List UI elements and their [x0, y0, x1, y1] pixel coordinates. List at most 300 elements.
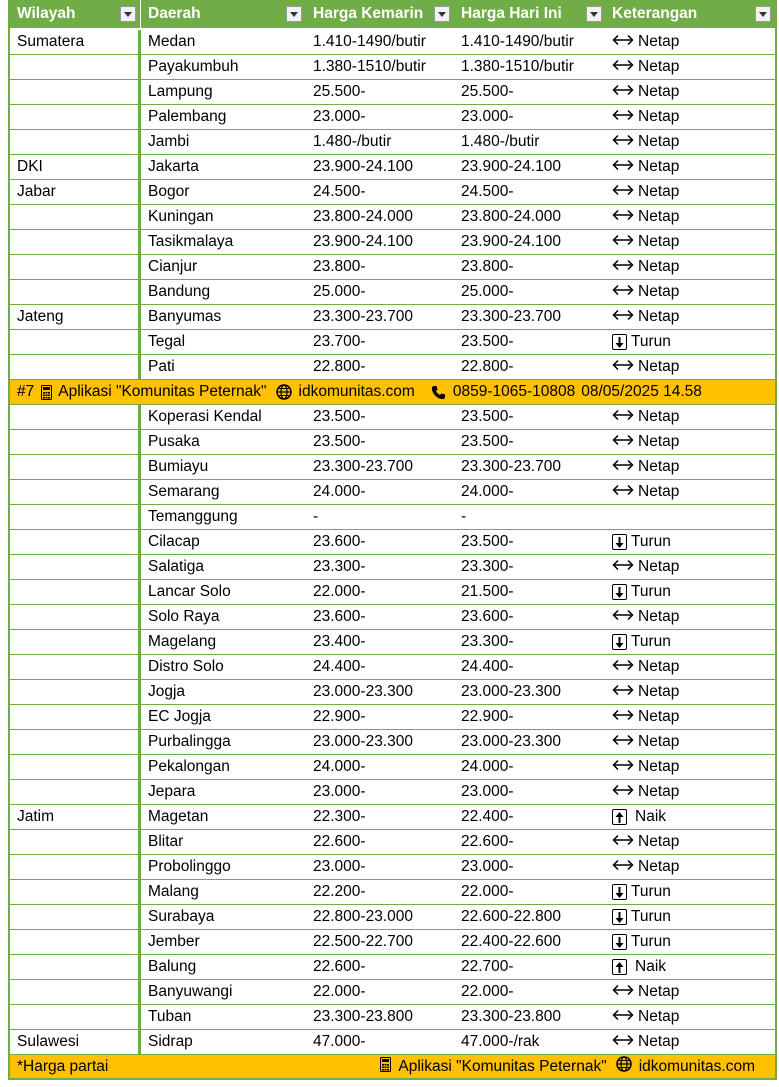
- cell-daerah[interactable]: Jakarta: [148, 158, 199, 175]
- left-right-arrow-icon: [612, 158, 634, 176]
- cell-harga-hari-ini[interactable]: 23.800-24.000: [461, 208, 561, 225]
- cell-harga-hari-ini[interactable]: 23.300-23.700: [461, 308, 561, 325]
- cell-daerah[interactable]: Salatiga: [148, 558, 205, 575]
- cell-wilayah[interactable]: [10, 580, 141, 604]
- table-row: [10, 705, 775, 730]
- left-right-arrow-icon: [612, 1008, 634, 1026]
- left-right-arrow-icon: [612, 733, 634, 751]
- down-arrow-icon: [612, 634, 627, 650]
- cell-wilayah[interactable]: [10, 955, 141, 979]
- status-indicator: [612, 183, 679, 201]
- status-indicator: [612, 833, 679, 851]
- cell-keterangan[interactable]: [606, 205, 775, 229]
- cell-daerah[interactable]: Bumiayu: [148, 458, 209, 475]
- cell-harga-hari-ini[interactable]: 22.000-: [461, 983, 514, 1000]
- cell-daerah[interactable]: Pekalongan: [148, 758, 230, 775]
- cell-harga-hari-ini[interactable]: 23.300-23.800: [461, 1008, 561, 1025]
- table-row: [10, 830, 775, 855]
- cell-wilayah[interactable]: [10, 530, 141, 554]
- cell-harga-kemarin[interactable]: 25.000-: [313, 283, 366, 300]
- cell-keterangan[interactable]: [606, 605, 775, 629]
- status-label: Netap: [638, 733, 680, 750]
- cell-harga-hari-ini[interactable]: 23.000-: [461, 783, 514, 800]
- cell-wilayah[interactable]: [10, 630, 141, 654]
- status-indicator: [612, 733, 679, 751]
- cell-harga-hari-ini[interactable]: 22.700-: [461, 958, 514, 975]
- cell-harga-hari-ini[interactable]: 47.000-/rak: [461, 1033, 540, 1050]
- status-indicator: [612, 783, 679, 801]
- table-row: [10, 80, 775, 105]
- table-row: [10, 405, 775, 430]
- table-row: [10, 530, 775, 555]
- cell-keterangan[interactable]: [606, 355, 775, 379]
- cell-harga-hari-ini[interactable]: 22.400-22.600: [461, 933, 561, 950]
- cell-harga-kemarin[interactable]: 22.300-: [313, 808, 366, 825]
- cell-keterangan[interactable]: [606, 630, 775, 654]
- left-right-arrow-icon: [612, 33, 634, 51]
- cell-harga-hari-ini[interactable]: 23.500-: [461, 408, 514, 425]
- table-row: [10, 1005, 775, 1030]
- cell-harga-kemarin[interactable]: 24.000-: [313, 483, 366, 500]
- cell-harga-hari-ini[interactable]: -: [461, 508, 467, 525]
- cell-harga-hari-ini[interactable]: 24.000-: [461, 758, 514, 775]
- cell-daerah[interactable]: Jambi: [148, 133, 190, 150]
- cell-harga-kemarin[interactable]: 23.500-: [313, 433, 366, 450]
- cell-harga-hari-ini[interactable]: 25.000-: [461, 283, 514, 300]
- table-row: [10, 180, 775, 205]
- table-row: [10, 580, 775, 605]
- cell-daerah[interactable]: Blitar: [148, 833, 184, 850]
- banner-app-name: Aplikasi "Komunitas Peternak": [58, 383, 267, 400]
- cell-wilayah[interactable]: [10, 605, 141, 629]
- filter-dropdown-icon[interactable]: [286, 6, 302, 22]
- status-label: Netap: [638, 833, 680, 850]
- left-right-arrow-icon: [612, 233, 634, 251]
- cell-daerah[interactable]: Solo Raya: [148, 608, 220, 625]
- down-arrow-icon: [612, 884, 627, 900]
- left-right-arrow-icon: [612, 708, 634, 726]
- cell-harga-hari-ini[interactable]: 23.300-: [461, 558, 514, 575]
- cell-harga-kemarin[interactable]: 1.480-/butir: [313, 133, 392, 150]
- cell-keterangan[interactable]: [606, 680, 775, 704]
- status-label: Turun: [631, 333, 671, 350]
- cell-wilayah[interactable]: [10, 680, 141, 704]
- cell-daerah[interactable]: Palembang: [148, 108, 227, 125]
- cell-harga-hari-ini[interactable]: 22.000-: [461, 883, 514, 900]
- cell-harga-kemarin[interactable]: -: [313, 508, 319, 525]
- cell-keterangan[interactable]: [606, 480, 775, 504]
- cell-keterangan[interactable]: [606, 180, 775, 204]
- cell-keterangan[interactable]: [606, 30, 775, 54]
- cell-harga-hari-ini[interactable]: 1.410-1490/butir: [461, 33, 574, 50]
- status-label: Netap: [638, 708, 680, 725]
- cell-keterangan[interactable]: [606, 455, 775, 479]
- cell-harga-kemarin[interactable]: 22.600-: [313, 958, 366, 975]
- cell-harga-kemarin[interactable]: 23.300-: [313, 558, 366, 575]
- status-label: Netap: [638, 33, 680, 50]
- cell-harga-kemarin[interactable]: 23.400-: [313, 633, 366, 650]
- cell-daerah[interactable]: Tuban: [148, 1008, 192, 1025]
- cell-wilayah[interactable]: Sulawesi: [10, 1030, 141, 1054]
- cell-keterangan[interactable]: [606, 880, 775, 904]
- status-label: Turun: [631, 633, 671, 650]
- table-header: [10, 0, 775, 30]
- cell-harga-hari-ini[interactable]: 23.000-23.300: [461, 733, 561, 750]
- cell-harga-kemarin[interactable]: 23.600-: [313, 533, 366, 550]
- cell-keterangan[interactable]: [606, 305, 775, 329]
- cell-wilayah[interactable]: [10, 555, 141, 579]
- left-right-arrow-icon: [612, 433, 634, 451]
- status-indicator: [612, 1008, 679, 1026]
- cell-daerah[interactable]: Medan: [148, 33, 196, 50]
- header-wilayah[interactable]: Wilayah: [10, 0, 141, 28]
- left-right-arrow-icon: [612, 608, 634, 626]
- cell-harga-kemarin[interactable]: 22.600-: [313, 833, 366, 850]
- cell-harga-kemarin[interactable]: 23.000-: [313, 783, 366, 800]
- table-row: [10, 230, 775, 255]
- cell-harga-kemarin[interactable]: 23.000-: [313, 108, 366, 125]
- cell-wilayah[interactable]: [10, 980, 141, 1004]
- cell-harga-hari-ini[interactable]: 22.800-: [461, 358, 514, 375]
- cell-harga-kemarin[interactable]: 22.200-: [313, 883, 366, 900]
- cell-harga-kemarin[interactable]: 1.380-1510/butir: [313, 58, 426, 75]
- cell-daerah[interactable]: Pusaka: [148, 433, 200, 450]
- cell-wilayah[interactable]: [10, 80, 141, 104]
- cell-keterangan[interactable]: [606, 280, 775, 304]
- cell-keterangan[interactable]: [606, 705, 775, 729]
- cell-keterangan[interactable]: [606, 730, 775, 754]
- cell-keterangan[interactable]: [606, 55, 775, 79]
- cell-wilayah[interactable]: Jateng: [10, 305, 141, 329]
- status-label: Naik: [635, 958, 667, 975]
- cell-harga-hari-ini[interactable]: 23.000-: [461, 108, 514, 125]
- cell-daerah[interactable]: Tasikmalaya: [148, 233, 234, 250]
- cell-harga-kemarin[interactable]: 23.800-: [313, 258, 366, 275]
- down-arrow-icon: [612, 909, 627, 925]
- status-indicator: [612, 608, 679, 626]
- cell-wilayah[interactable]: [10, 105, 141, 129]
- cell-harga-kemarin[interactable]: 22.000-: [313, 583, 366, 600]
- cell-wilayah[interactable]: [10, 755, 141, 779]
- cell-harga-hari-ini[interactable]: 23.500-: [461, 533, 514, 550]
- cell-harga-kemarin[interactable]: 23.000-23.300: [313, 683, 413, 700]
- cell-keterangan[interactable]: [606, 555, 775, 579]
- cell-daerah[interactable]: Tegal: [148, 333, 186, 350]
- down-arrow-icon: [612, 534, 627, 550]
- cell-keterangan[interactable]: [606, 805, 775, 829]
- cell-daerah[interactable]: Lampung: [148, 83, 213, 100]
- cell-wilayah[interactable]: [10, 880, 141, 904]
- table-row: [10, 355, 775, 380]
- header-harga-hari-ini[interactable]: Harga Hari Ini: [454, 0, 606, 28]
- cell-wilayah[interactable]: [10, 855, 141, 879]
- status-label: Netap: [638, 1033, 680, 1050]
- status-label: Netap: [638, 558, 680, 575]
- cell-harga-hari-ini[interactable]: 23.500-: [461, 433, 514, 450]
- cell-harga-kemarin[interactable]: 23.800-24.000: [313, 208, 413, 225]
- cell-keterangan[interactable]: [606, 830, 775, 854]
- header-daerah[interactable]: Daerah: [141, 0, 306, 28]
- filter-dropdown-icon[interactable]: [120, 6, 136, 22]
- status-indicator: [612, 83, 679, 101]
- cell-harga-kemarin[interactable]: 47.000-: [313, 1033, 366, 1050]
- cell-keterangan[interactable]: [606, 505, 775, 529]
- cell-daerah[interactable]: Lancar Solo: [148, 583, 231, 600]
- status-indicator: [612, 133, 679, 151]
- cell-daerah[interactable]: Sidrap: [148, 1033, 193, 1050]
- cell-keterangan[interactable]: [606, 255, 775, 279]
- cell-harga-hari-ini[interactable]: 22.600-22.800: [461, 908, 561, 925]
- cell-harga-kemarin[interactable]: 23.900-24.100: [313, 158, 413, 175]
- cell-daerah[interactable]: Purbalingga: [148, 733, 231, 750]
- table-row: [10, 755, 775, 780]
- status-indicator: [612, 958, 666, 976]
- cell-harga-kemarin[interactable]: 23.000-23.300: [313, 733, 413, 750]
- cell-harga-kemarin[interactable]: 23.000-: [313, 858, 366, 875]
- cell-daerah[interactable]: Temanggung: [148, 508, 238, 525]
- cell-keterangan[interactable]: [606, 405, 775, 429]
- cell-harga-kemarin[interactable]: 24.400-: [313, 658, 366, 675]
- filter-dropdown-icon[interactable]: [755, 6, 771, 22]
- cell-harga-kemarin[interactable]: 22.900-: [313, 708, 366, 725]
- cell-harga-hari-ini[interactable]: 23.000-23.300: [461, 683, 561, 700]
- status-label: Netap: [638, 58, 680, 75]
- banner-site: idkomunitas.com: [298, 383, 415, 400]
- cell-daerah[interactable]: Jepara: [148, 783, 196, 800]
- status-label: Netap: [638, 283, 680, 300]
- cell-wilayah[interactable]: [10, 355, 141, 379]
- cell-daerah[interactable]: Cianjur: [148, 258, 198, 275]
- left-right-arrow-icon: [612, 133, 634, 151]
- status-label: Netap: [638, 408, 680, 425]
- cell-keterangan[interactable]: [606, 1030, 775, 1054]
- globe-icon: [276, 384, 292, 400]
- table-row: [10, 880, 775, 905]
- cell-harga-kemarin[interactable]: 23.300-23.800: [313, 1008, 413, 1025]
- cell-keterangan[interactable]: [606, 130, 775, 154]
- cell-wilayah[interactable]: [10, 230, 141, 254]
- status-indicator: [612, 283, 679, 301]
- left-right-arrow-icon: [612, 58, 634, 76]
- cell-wilayah[interactable]: [10, 330, 141, 354]
- cell-keterangan[interactable]: [606, 955, 775, 979]
- status-label: Turun: [631, 883, 671, 900]
- status-label: Netap: [638, 783, 680, 800]
- cell-daerah[interactable]: Banyuwangi: [148, 983, 233, 1000]
- left-right-arrow-icon: [612, 683, 634, 701]
- cell-harga-kemarin[interactable]: 22.000-: [313, 983, 366, 1000]
- cell-keterangan[interactable]: [606, 1005, 775, 1029]
- left-right-arrow-icon: [612, 208, 634, 226]
- cell-wilayah[interactable]: [10, 205, 141, 229]
- cell-harga-kemarin[interactable]: 23.300-23.700: [313, 308, 413, 325]
- cell-keterangan[interactable]: [606, 530, 775, 554]
- cell-harga-kemarin[interactable]: 22.500-22.700: [313, 933, 413, 950]
- status-label: Naik: [635, 808, 667, 825]
- table-row: [10, 980, 775, 1005]
- cell-keterangan[interactable]: [606, 905, 775, 929]
- cell-keterangan[interactable]: [606, 105, 775, 129]
- cell-harga-hari-ini[interactable]: 22.400-: [461, 808, 514, 825]
- left-right-arrow-icon: [612, 458, 634, 476]
- cell-harga-kemarin[interactable]: 24.500-: [313, 183, 366, 200]
- phone-icon: [431, 385, 446, 400]
- cell-wilayah[interactable]: [10, 705, 141, 729]
- cell-keterangan[interactable]: [606, 855, 775, 879]
- cell-harga-hari-ini[interactable]: 23.500-: [461, 333, 514, 350]
- cell-daerah[interactable]: Banyumas: [148, 308, 222, 325]
- cell-harga-hari-ini[interactable]: 23.900-24.100: [461, 233, 561, 250]
- cell-harga-hari-ini[interactable]: 24.500-: [461, 183, 514, 200]
- cell-keterangan[interactable]: [606, 330, 775, 354]
- cell-wilayah[interactable]: [10, 730, 141, 754]
- cell-daerah[interactable]: EC Jogja: [148, 708, 211, 725]
- status-indicator: [612, 933, 671, 951]
- cell-harga-kemarin[interactable]: 23.600-: [313, 608, 366, 625]
- cell-wilayah[interactable]: Jatim: [10, 805, 141, 829]
- cell-harga-hari-ini[interactable]: 23.300-23.700: [461, 458, 561, 475]
- status-indicator: [612, 633, 671, 651]
- left-right-arrow-icon: [612, 83, 634, 101]
- cell-wilayah[interactable]: [10, 430, 141, 454]
- cell-keterangan[interactable]: [606, 430, 775, 454]
- cell-wilayah[interactable]: [10, 255, 141, 279]
- cell-wilayah[interactable]: [10, 405, 141, 429]
- table-row: [10, 55, 775, 80]
- cell-daerah[interactable]: Cilacap: [148, 533, 200, 550]
- cell-wilayah[interactable]: [10, 480, 141, 504]
- cell-harga-kemarin[interactable]: 23.500-: [313, 408, 366, 425]
- cell-daerah[interactable]: Malang: [148, 883, 199, 900]
- cell-harga-hari-ini[interactable]: 23.300-: [461, 633, 514, 650]
- cell-wilayah[interactable]: Sumatera: [10, 30, 141, 54]
- cell-daerah[interactable]: Magelang: [148, 633, 217, 650]
- cell-wilayah[interactable]: [10, 780, 141, 804]
- cell-harga-hari-ini[interactable]: 24.000-: [461, 483, 514, 500]
- cell-daerah[interactable]: Jogja: [148, 683, 186, 700]
- cell-harga-hari-ini[interactable]: 23.600-: [461, 608, 514, 625]
- status-indicator: [612, 658, 679, 676]
- cell-keterangan[interactable]: [606, 230, 775, 254]
- cell-harga-hari-ini[interactable]: 1.380-1510/butir: [461, 58, 574, 75]
- cell-wilayah[interactable]: DKI: [10, 155, 141, 179]
- cell-daerah[interactable]: Kuningan: [148, 208, 214, 225]
- filter-dropdown-icon[interactable]: [586, 6, 602, 22]
- cell-keterangan[interactable]: [606, 580, 775, 604]
- status-label: Netap: [638, 133, 680, 150]
- cell-daerah[interactable]: Bogor: [148, 183, 190, 200]
- cell-harga-kemarin[interactable]: 25.500-: [313, 83, 366, 100]
- status-indicator: [612, 433, 679, 451]
- cell-daerah[interactable]: Payakumbuh: [148, 58, 239, 75]
- cell-harga-hari-ini[interactable]: 22.600-: [461, 833, 514, 850]
- cell-harga-kemarin[interactable]: 22.800-23.000: [313, 908, 413, 925]
- banner-phone: 0859-1065-10808: [452, 383, 576, 400]
- cell-daerah[interactable]: Balung: [148, 958, 197, 975]
- banner-datetime: 08/05/2025 14.58: [581, 383, 702, 400]
- cell-daerah[interactable]: Semarang: [148, 483, 220, 500]
- cell-harga-hari-ini[interactable]: 1.480-/butir: [461, 133, 540, 150]
- table-row: [10, 655, 775, 680]
- cell-wilayah[interactable]: [10, 655, 141, 679]
- left-right-arrow-icon: [612, 983, 634, 1001]
- cell-keterangan[interactable]: [606, 980, 775, 1004]
- cell-wilayah[interactable]: [10, 830, 141, 854]
- cell-wilayah[interactable]: [10, 1005, 141, 1029]
- cell-keterangan[interactable]: [606, 755, 775, 779]
- status-label: Netap: [638, 208, 680, 225]
- cell-wilayah[interactable]: [10, 930, 141, 954]
- footer-app-name: Aplikasi "Komunitas Peternak": [398, 1057, 607, 1075]
- cell-keterangan[interactable]: [606, 780, 775, 804]
- status-label: Netap: [638, 458, 680, 475]
- cell-keterangan[interactable]: [606, 930, 775, 954]
- status-label: Turun: [631, 533, 671, 550]
- table-row: [10, 430, 775, 455]
- header-harga-kemarin[interactable]: Harga Kemarin: [306, 0, 454, 28]
- left-right-arrow-icon: [612, 283, 634, 301]
- cell-harga-kemarin[interactable]: 23.300-23.700: [313, 458, 413, 475]
- footer-site: idkomunitas.com: [638, 1057, 755, 1075]
- cell-wilayah[interactable]: [10, 280, 141, 304]
- status-indicator: [612, 808, 666, 826]
- cell-keterangan[interactable]: [606, 155, 775, 179]
- cell-daerah[interactable]: Surabaya: [148, 908, 215, 925]
- cell-daerah[interactable]: Pati: [148, 358, 175, 375]
- cell-harga-hari-ini[interactable]: 23.800-: [461, 258, 514, 275]
- status-indicator: [612, 33, 679, 51]
- cell-harga-kemarin[interactable]: 23.900-24.100: [313, 233, 413, 250]
- status-indicator: [612, 358, 679, 376]
- cell-harga-kemarin[interactable]: 22.800-: [313, 358, 366, 375]
- status-indicator: [612, 758, 679, 776]
- cell-harga-hari-ini[interactable]: 22.900-: [461, 708, 514, 725]
- cell-harga-hari-ini[interactable]: 24.400-: [461, 658, 514, 675]
- cell-harga-kemarin[interactable]: 1.410-1490/butir: [313, 33, 426, 50]
- status-indicator: [612, 458, 679, 476]
- table-row: [10, 130, 775, 155]
- header-keterangan[interactable]: Keterangan: [606, 0, 775, 28]
- cell-harga-hari-ini[interactable]: 23.000-: [461, 858, 514, 875]
- cell-daerah[interactable]: Magetan: [148, 808, 209, 825]
- status-label: Turun: [631, 583, 671, 600]
- status-label: Netap: [638, 183, 680, 200]
- cell-daerah[interactable]: Probolinggo: [148, 858, 231, 875]
- cell-wilayah[interactable]: Jabar: [10, 180, 141, 204]
- cell-wilayah[interactable]: [10, 455, 141, 479]
- up-arrow-icon: [612, 809, 627, 825]
- cell-daerah[interactable]: Bandung: [148, 283, 211, 300]
- filter-dropdown-icon[interactable]: [434, 6, 450, 22]
- cell-keterangan[interactable]: [606, 80, 775, 104]
- cell-wilayah[interactable]: [10, 905, 141, 929]
- cell-wilayah[interactable]: [10, 55, 141, 79]
- table-row: [10, 455, 775, 480]
- cell-harga-hari-ini[interactable]: 23.900-24.100: [461, 158, 561, 175]
- cell-daerah[interactable]: Jember: [148, 933, 200, 950]
- cell-daerah[interactable]: Koperasi Kendal: [148, 408, 262, 425]
- cell-wilayah[interactable]: [10, 130, 141, 154]
- cell-harga-kemarin[interactable]: 23.700-: [313, 333, 366, 350]
- status-label: Netap: [638, 983, 680, 1000]
- cell-keterangan[interactable]: [606, 655, 775, 679]
- cell-daerah[interactable]: Distro Solo: [148, 658, 224, 675]
- cell-wilayah[interactable]: [10, 505, 141, 529]
- cell-harga-hari-ini[interactable]: 25.500-: [461, 83, 514, 100]
- cell-harga-kemarin[interactable]: 24.000-: [313, 758, 366, 775]
- cell-harga-hari-ini[interactable]: 21.500-: [461, 583, 514, 600]
- status-label: Netap: [638, 233, 680, 250]
